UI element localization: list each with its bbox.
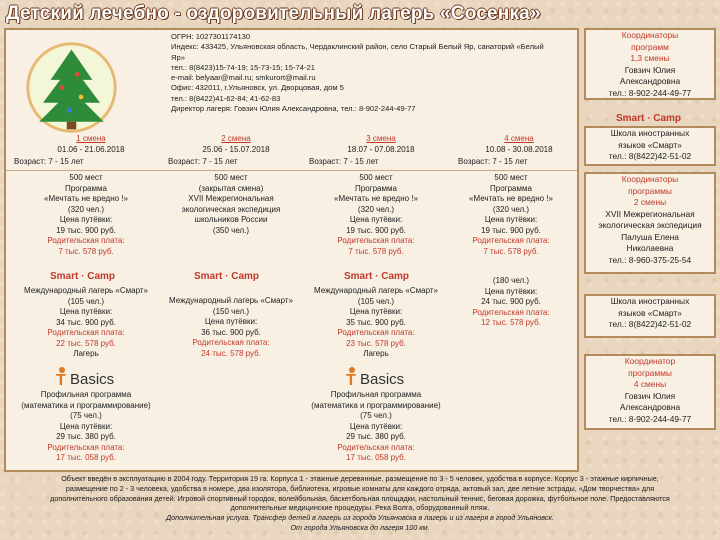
t-basics-word: Basics <box>70 371 115 388</box>
shift-3-smart <box>306 286 446 360</box>
age-label: Возраст: 7 - 15 лет <box>458 157 528 166</box>
smart-camp-logo-text: Smart · Camp <box>50 271 116 282</box>
parent-fee-label: Родительская плата: <box>337 328 415 337</box>
coordinators-shift-1-3 <box>584 28 716 100</box>
parent-fee-value: 23 тыс. 578 руб. <box>346 338 406 348</box>
side-text: Школа иностранных <box>610 128 690 138</box>
office-phones: тел.: 8(8422)41-62-84; 41-62-83 <box>171 93 281 103</box>
text-line: (75 чел.) <box>70 411 102 420</box>
text-line: Профильная программа <box>330 390 422 399</box>
side-heading: 2 смены <box>633 197 667 207</box>
text-line: 29 тыс. 380 руб. <box>346 432 406 441</box>
coordinators-shift-2 <box>584 172 716 274</box>
director: Директор лагеря: Говзич Юлия Александровна, тел.: 8-902-244-49-77 <box>171 104 416 114</box>
side-text: Николаевна <box>626 243 674 253</box>
text-line: 29 тыс. 380 руб. <box>56 432 116 441</box>
shift-2-smart <box>161 296 301 359</box>
text-line: Цена путёвки: <box>59 215 113 224</box>
text-line: Цена путёвки: <box>484 286 538 296</box>
shift-4-smart <box>446 276 576 329</box>
parent-fee-value: 12 тыс. 578 руб. <box>481 318 541 327</box>
parent-fee-label: Родительская плата: <box>472 236 550 245</box>
email[interactable]: e-mail: belyaar@mail.ru; smkurort@mail.ru <box>171 73 316 83</box>
text-line: Цена путёвки: <box>59 307 113 316</box>
text-line: Программа <box>65 183 107 193</box>
camp-tree-logo <box>24 40 119 135</box>
text-line: 500 мест <box>494 173 528 182</box>
footer-line: дополнительного образования детей. Игровой спортивный городок, волейбольная, баскетбольная площадки, настольный теннис, беговая дорожка, футбольное поле. Предоставляются <box>50 493 670 503</box>
text-line: Программа <box>490 183 532 193</box>
parent-fee-label: Родительская плата: <box>47 236 125 245</box>
side-text: Говзич Юлия <box>624 390 676 401</box>
text-line: (математика и программирование) <box>311 400 441 410</box>
parent-fee-label: Родительская плата: <box>472 307 550 317</box>
text-line: 500 мест <box>359 173 393 182</box>
text-line: (320 чел.) <box>67 204 105 214</box>
parent-fee-label: Родительская плата: <box>47 442 125 452</box>
text-line: 19 тыс. 900 руб. <box>346 225 406 235</box>
camp-info <box>171 32 576 127</box>
side-text: тел.: 8(8422)42-51-02 <box>608 319 692 329</box>
parent-fee-value: 22 тыс. 578 руб. <box>56 338 116 348</box>
side-text: тел.: 8-902-244-49-77 <box>608 87 692 98</box>
footer-line: От города Ульяновска до лагеря 100 км. <box>290 522 430 532</box>
text-line: 24 тыс. 900 руб. <box>481 297 541 306</box>
side-text: языков «Смарт» <box>618 139 682 150</box>
side-heading: программ <box>631 41 669 52</box>
shift-dates: 25.06 - 15.07.2018 <box>202 144 270 154</box>
text-line: 19 тыс. 900 руб. <box>56 225 116 235</box>
side-heading: Координаторы <box>621 174 679 184</box>
text-line: 34 тыс. 900 руб. <box>56 317 116 327</box>
shift-dates: 18.07 - 07.08.2018 <box>347 144 415 154</box>
t-basics-word: Basics <box>360 371 405 388</box>
text-line: 35 тыс. 900 руб. <box>346 317 406 327</box>
text-line: 36 тыс. 900 руб. <box>201 327 261 337</box>
smart-school-contacts-1 <box>584 126 716 166</box>
side-text: Палуша Елена <box>621 231 679 242</box>
side-heading: Координатор <box>624 356 676 366</box>
side-heading: 1,3 смены <box>630 53 670 63</box>
text-line: Программа <box>355 183 397 193</box>
text-line: «Мечтать не вредно !» <box>44 194 128 203</box>
age-label: Возраст: 7 - 15 лет <box>309 157 379 166</box>
text-line: (180 чел.) <box>492 276 530 285</box>
side-text: Школа иностранных <box>610 296 690 306</box>
shift-name: 2 смена <box>221 134 251 143</box>
text-line: (350 чел.) <box>212 225 250 235</box>
smart-camp-logo <box>194 268 264 282</box>
shift-name: 3 смена <box>366 134 396 143</box>
shift-name: 1 смена <box>76 134 106 143</box>
address-line-2: Яр» <box>171 52 185 62</box>
text-line: Лагерь <box>73 349 99 358</box>
text-line: «Мечтать не вредно !» <box>469 194 553 203</box>
t-basics-logo <box>344 364 434 388</box>
side-heading: программы <box>628 185 672 196</box>
ogrn: ОГРН: 1027301174130 <box>171 32 251 41</box>
text-line: Лагерь <box>363 349 389 358</box>
footer-line: размещение по 2 - 3 человека, удобства в номере, два изолятора, библиотека, игровые комнаты для каждого отряда, актовый зал, две летние эстрады, «Дом творчества» для <box>65 483 655 493</box>
text-line: (математика и программирование) <box>21 400 151 410</box>
shift-3-header <box>326 134 436 155</box>
shift-1-header <box>36 134 146 155</box>
age-label: Возраст: 7 - 15 лет <box>168 157 238 166</box>
address-line-1: Индекс: 433425, Ульяновская область, Чердаклинский район, село Старый Белый Яр, санаторий «Белый <box>171 42 544 52</box>
coordinator-shift-4 <box>584 354 716 430</box>
shift-dates: 01.06 - 21.06.2018 <box>57 144 125 154</box>
smart-camp-logo-text: Smart · Camp <box>344 271 410 282</box>
parent-fee-value: 7 тыс. 578 руб. <box>483 246 539 256</box>
text-line: (105 чел.) <box>67 296 105 306</box>
side-text: Александровна <box>619 402 681 412</box>
text-line: XVII Межрегиональная <box>188 194 274 203</box>
text-line: Цена путёвки: <box>59 421 113 431</box>
text-line: (320 чел.) <box>492 204 530 214</box>
text-line: 500 мест <box>214 173 248 182</box>
t-basics-letter: T <box>346 372 356 388</box>
text-line: (320 чел.) <box>357 204 395 214</box>
shift-dates: 10.08 - 30.08.2018 <box>485 144 553 154</box>
text-line: Цена путёвки: <box>349 307 403 316</box>
smart-school-contacts-2 <box>584 294 716 338</box>
shift-4-header <box>464 134 574 155</box>
smart-camp-logo-text: Smart · Camp <box>194 271 260 282</box>
text-line: экологическая экспедиция <box>181 204 281 214</box>
text-line: школьников России <box>194 215 268 224</box>
parent-fee-label: Родительская плата: <box>337 236 415 245</box>
text-line: (75 чел.) <box>360 411 392 420</box>
shift-1-smart <box>16 286 156 360</box>
text-line: Цена путёвки: <box>204 317 258 326</box>
age-label: Возраст: 7 - 15 лет <box>14 157 84 166</box>
side-text: тел.: 8-902-244-49-77 <box>608 413 692 424</box>
text-line: Профильная программа <box>40 390 132 399</box>
side-text: Александровна <box>619 76 681 86</box>
phones: тел.: 8(8423)15-74-19; 15-73-15; 15-74-21 <box>171 62 315 72</box>
shift-3-basics <box>301 390 451 464</box>
text-line: Международный лагерь «Смарт» <box>24 286 148 295</box>
parent-fee-value: 17 тыс. 058 руб. <box>346 453 406 462</box>
side-heading: программы <box>628 367 672 378</box>
parent-fee-value: 7 тыс. 578 руб. <box>348 246 404 256</box>
shift-3-main-program <box>306 173 446 257</box>
side-text: языков «Смарт» <box>618 307 682 318</box>
text-line: Цена путёвки: <box>349 421 403 431</box>
side-text: экологическая экспедиция <box>598 220 702 230</box>
smart-camp-logo <box>50 268 120 282</box>
text-line: Цена путёвки: <box>349 215 403 224</box>
text-line: 500 мест <box>69 173 103 182</box>
footer-line: дополнительные медицинские процедуры. Река Волга, оборудованный пляж. <box>230 503 490 513</box>
text-line: Цена путёвки: <box>484 215 538 224</box>
footer-line: Объект введён в эксплуатацию в 2004 году. Территория 19 га. Корпуса 1 - этажные деревянные, размещение по 3 - 5 человек, удобства в корпусе. Корпус 3 - этажные кирпичные, <box>61 474 659 483</box>
shift-4-main-program <box>446 173 576 257</box>
main-panel <box>4 28 579 472</box>
smart-camp-logo <box>616 110 686 124</box>
parent-fee-value: 24 тыс. 578 руб. <box>201 348 261 358</box>
parent-fee-value: 7 тыс. 578 руб. <box>58 246 114 256</box>
text-line: «Мечтать не вредно !» <box>334 194 418 203</box>
t-basics-letter: T <box>56 372 66 388</box>
text-line: 19 тыс. 900 руб. <box>481 225 541 235</box>
text-line: (150 чел.) <box>212 306 250 316</box>
page-title: Детский лечебно - оздоровительный лагерь «Сосенка» <box>6 3 541 24</box>
shift-2-main-program <box>161 173 301 236</box>
smart-camp-logo <box>344 268 414 282</box>
parent-fee-label: Родительская плата: <box>192 338 270 347</box>
side-text: Говзич Юлия <box>624 64 676 75</box>
shift-1-main-program <box>16 173 156 257</box>
side-heading: 4 смены <box>633 379 667 389</box>
text-line: (105 чел.) <box>357 296 395 306</box>
shift-2-header <box>181 134 291 155</box>
parent-fee-label: Родительская плата: <box>47 328 125 337</box>
footer-line: Дополнительная услуга. Трансфер детей в лагерь из города Ульяновска в лагерь и из лагеря в город Ульяновск. <box>166 513 554 523</box>
side-text: тел.: 8(8422)42-51-02 <box>608 151 692 161</box>
t-basics-logo <box>54 364 144 388</box>
office-address: Офис: 432011, г.Ульяновск, ул. Дворцовая, дом 5 <box>171 83 344 93</box>
footer-description <box>4 474 716 538</box>
side-text: XVII Межрегиональная <box>605 208 695 219</box>
parent-fee-value: 17 тыс. 058 руб. <box>56 453 116 462</box>
side-heading: Координаторы <box>621 30 679 40</box>
smart-camp-logo-text: Smart · Camp <box>616 113 682 124</box>
text-line: Международный лагерь «Смарт» <box>314 286 438 295</box>
shift-1-basics <box>11 390 161 464</box>
side-text: тел.: 8-960-375-25-54 <box>608 254 692 265</box>
parent-fee-label: Родительская плата: <box>337 442 415 452</box>
shift-name: 4 смена <box>504 134 534 143</box>
text-line: (закрытая смена) <box>198 183 264 193</box>
text-line: Международный лагерь «Смарт» <box>169 296 293 305</box>
divider <box>6 170 577 171</box>
